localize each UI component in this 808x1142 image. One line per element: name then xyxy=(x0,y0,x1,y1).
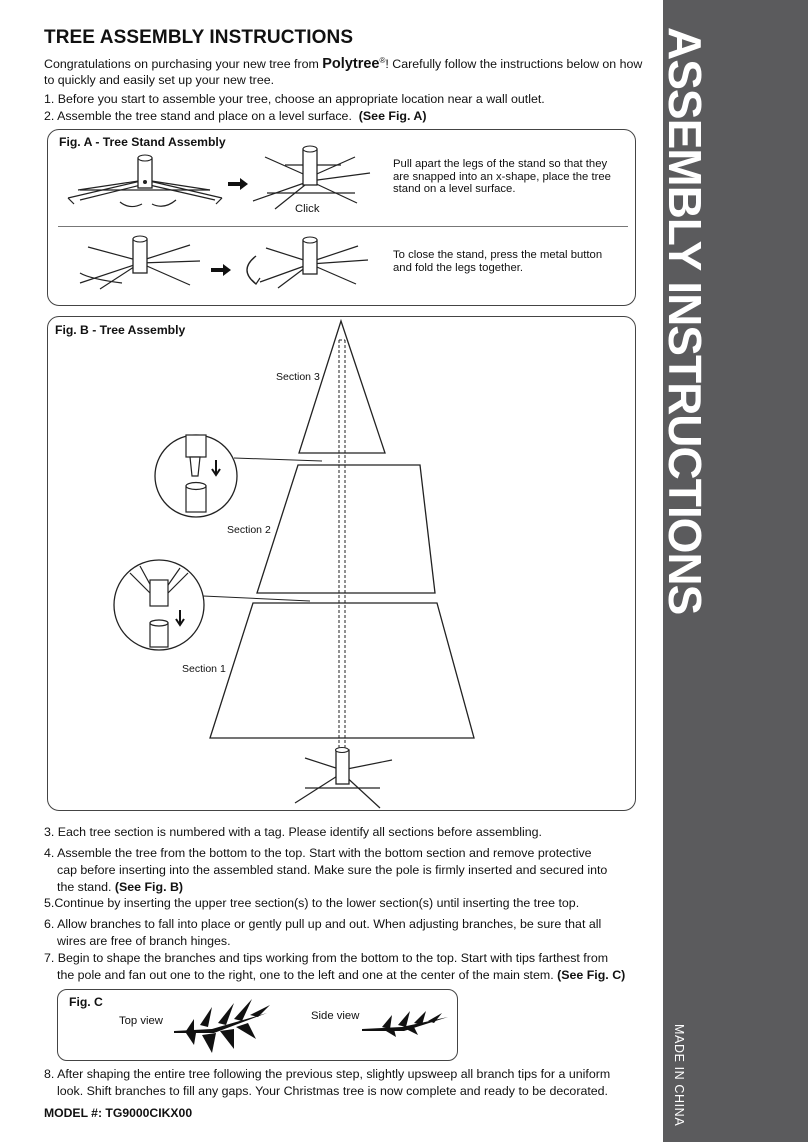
stand-open-illustration xyxy=(245,143,385,223)
step-6-line-1: 6. Allow branches to fall into place or gently pull up and out. When adjusting branches, be sure that all xyxy=(44,917,602,931)
step-2-text: 2. Assemble the tree stand and place on a level surface. xyxy=(44,109,352,123)
branch-side-view-illustration xyxy=(362,1009,450,1039)
fig-b-label: Fig. B - Tree Assembly xyxy=(55,323,186,337)
step-7-ref: (See Fig. C) xyxy=(557,968,626,982)
step-2 xyxy=(44,108,644,125)
step-6 xyxy=(44,916,644,950)
step-4-ref: (See Fig. B) xyxy=(114,880,184,894)
page-title: TREE ASSEMBLY INSTRUCTIONS xyxy=(44,27,354,48)
click-label: Click xyxy=(295,203,320,215)
arrow-right-icon xyxy=(211,264,231,276)
step-4-line-3 xyxy=(44,879,644,896)
section-1-label: Section 1 xyxy=(182,663,226,675)
brand-name: Polytree xyxy=(322,56,380,73)
step-4-line-2: cap before inserting into the assembled stand. Make sure the pole is firmly inserted and secured into xyxy=(57,863,608,877)
step-8-line-2: look. Shift branches to fill any gaps. Your Christmas tree is now complete and ready to be decorated. xyxy=(57,1084,609,1098)
step-8 xyxy=(44,1066,644,1100)
intro-paragraph xyxy=(44,53,644,88)
fig-c-label: Fig. C xyxy=(69,995,103,1009)
tree-assembly-diagram xyxy=(110,318,490,810)
fig-a-open-note: Pull apart the legs of the stand so that they are snapped into an x-shape, place the tree stand on a level surface. xyxy=(393,158,611,195)
step-4 xyxy=(44,845,644,896)
step-6-line-2: wires are free of branch hinges. xyxy=(57,934,231,948)
brand-mark: ® xyxy=(379,56,386,65)
step-5: 5.Continue by inserting the upper tree section(s) to the lower section(s) until inserting the tree top. xyxy=(44,896,580,910)
step-7-line-1: 7. Begin to shape the branches and tips working from the bottom to the top. Start with tips farthest from xyxy=(44,951,609,965)
step-7 xyxy=(44,950,644,984)
fig-a-divider xyxy=(58,226,628,227)
step-3: 3. Each tree section is numbered with a tag. Please identify all sections before assembling. xyxy=(44,825,542,839)
fig-a-label: Fig. A - Tree Stand Assembly xyxy=(59,135,226,149)
branch-top-view-illustration xyxy=(172,995,282,1057)
step-4-line-1: 4. Assemble the tree from the bottom to the top. Start with the bottom section and remove protective xyxy=(44,846,592,860)
section-3-label: Section 3 xyxy=(276,371,320,383)
top-view-label: Top view xyxy=(119,1015,163,1027)
stand-folded-illustration xyxy=(60,150,230,220)
step-8-line-1: 8. After shaping the entire tree following the previous step, slightly upsweep all branch tips for a uniform xyxy=(44,1067,611,1081)
model-number: MODEL #: TG9000CIKX00 xyxy=(44,1106,193,1120)
sidebar-title: ASSEMBLY INSTRUCTIONS xyxy=(659,27,711,615)
intro-text-b: ! Carefully follow the instructions below on how to quickly and easily set up your new tree. xyxy=(44,57,643,88)
tree-section-1 xyxy=(210,603,474,738)
tree-section-3 xyxy=(299,321,385,453)
tree-section-2 xyxy=(257,465,435,593)
stand-closing-illustration-b xyxy=(238,234,378,299)
section-2-label: Section 2 xyxy=(227,524,271,536)
intro-text-a: Congratulations on purchasing your new tree from xyxy=(44,57,323,72)
step-4-text-c: the stand. xyxy=(57,880,112,894)
fig-a-close-note: To close the stand, press the metal button and fold the legs together. xyxy=(393,249,603,274)
step-7-text-b: the pole and fan out one to the right, one to the left and one at the center of the main stem. xyxy=(57,968,554,982)
step-7-line-2 xyxy=(44,967,644,984)
stand-closing-illustration-a xyxy=(70,233,210,298)
side-view-label: Side view xyxy=(311,1010,360,1022)
step-2-ref: (See Fig. A) xyxy=(358,109,427,123)
step-1: 1. Before you start to assemble your tree, choose an appropriate location near a wall outlet. xyxy=(44,92,545,106)
made-in-label: MADE IN CHINA xyxy=(672,1024,686,1127)
